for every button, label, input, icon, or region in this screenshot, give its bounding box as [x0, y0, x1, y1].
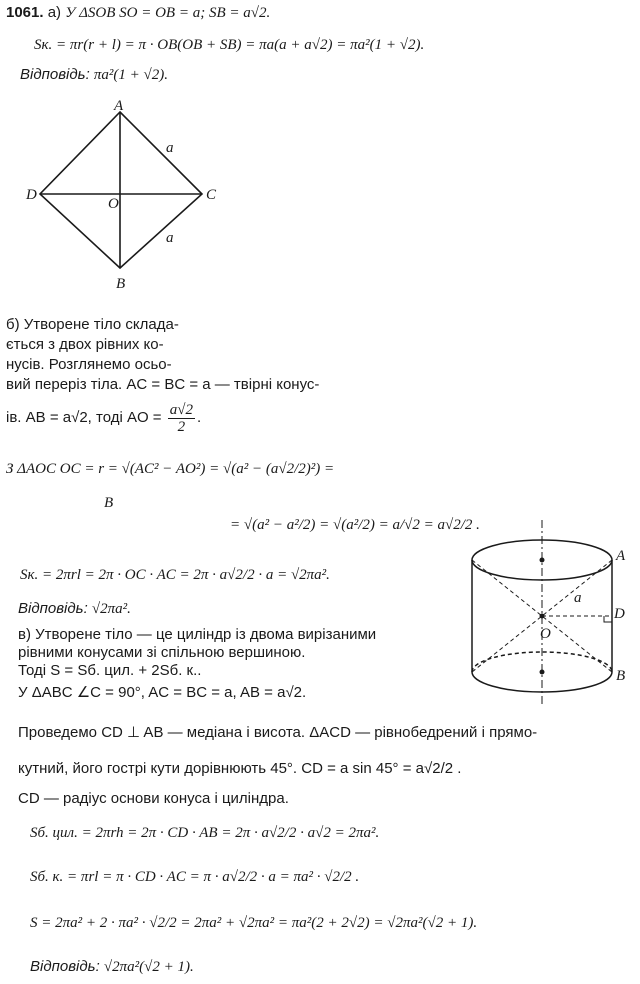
part-c-line3: Тоді S = Sб. цил. + 2Sб. к..: [18, 662, 202, 679]
part-c-line7: CD — радіус основи конуса і циліндра.: [18, 790, 289, 807]
rhombus-diagram: [20, 94, 230, 294]
answer-label: Відповідь:: [30, 958, 100, 975]
part-b-line2: ється з двох рівних ко-: [6, 336, 164, 353]
part-b-line5: ів. AB = a√2, тоді AO = $\frac{a√2}{2}$ .: [6, 401, 202, 435]
label-side-a1: a: [166, 140, 174, 156]
cyl-label-a: A: [616, 548, 626, 564]
part-c-line5: Проведемо CD ⊥ AB — медіана і висота. ΔACD — рівнобедрений і прямо-: [18, 724, 538, 741]
label-side-a2: a: [166, 230, 174, 246]
ao-fraction-den: 2: [177, 418, 186, 435]
cyl-label-a-side: a: [574, 590, 582, 606]
part-b-line5-text: ів. AB = a√2, тоді AO =: [6, 409, 162, 426]
cyl-label-o: O: [540, 626, 551, 642]
label-c: C: [206, 187, 217, 203]
part-b-line6: З ΔAOC OC = r = √(AC² − AO²) = √(a² − (a√2/2)²) =: [6, 461, 335, 477]
part-c-line4: У ΔABC ∠C = 90°, AC = BC = a, AB = a√2.: [18, 684, 307, 701]
part-c-answer: √2πa²(√2 + 1).: [103, 959, 194, 975]
cyl-label-d: D: [614, 606, 625, 622]
bottom-center-point: [540, 670, 545, 675]
part-a-formula: Sк. = πr(r + l) = π · OB(OB + SB) = πa(a + a√2) = πa²(1 + √2).: [34, 37, 425, 53]
rhombus-outline: [40, 112, 202, 268]
part-b-area: Sк. = 2πrl = 2π · OC · AC = 2π · a√2/2 · a = √2πa².: [20, 567, 330, 583]
part-b-stray-b: B: [104, 495, 114, 511]
part-a-label: а): [47, 4, 62, 21]
ao-fraction-num: a√2: [169, 401, 193, 418]
top-center-point: [540, 558, 545, 563]
part-a-given-line: [6, 4, 270, 22]
part-c-line2: рівними конусами зі спільною вершиною.: [18, 644, 306, 661]
part-a-answer-line: [20, 66, 168, 84]
part-b-line7: = √(a² − a²/2) = √(a²/2) = a/√2 = a√2/2 .: [230, 517, 480, 533]
part-b-line4: вий переріз тіла. AC = BC = a — твірні конус-: [6, 376, 320, 393]
part-b-line3: нусів. Розглянемо осьо-: [6, 356, 172, 373]
part-c-answer-line: [30, 958, 194, 976]
answer-label: Відповідь:: [20, 66, 90, 83]
part-c-line8: Sб. цил. = 2πrh = 2π · CD · AB = 2π · a√2/2 · a√2 = 2πa².: [30, 825, 380, 841]
label-o: O: [108, 196, 119, 212]
part-a-answer: πa²(1 + √2).: [93, 67, 169, 83]
label-b: B: [116, 276, 126, 292]
label-a: A: [114, 98, 124, 114]
part-c-line1: в) Утворене тіло — це циліндр із двома вирізаними: [18, 626, 377, 643]
cyl-label-b: B: [616, 668, 626, 684]
part-c-line10: S = 2πa² + 2 · πa² · √2/2 = 2πa² + √2πa² = πa²(2 + 2√2) = √2πa²(√2 + 1).: [30, 915, 478, 931]
problem-number: 1061.: [6, 4, 44, 21]
part-c-line9: Sб. к. = πrl = π · CD · AC = π · a√2/2 · a = πa² · √2/2 .: [30, 869, 360, 885]
cylinder-diagram: [464, 516, 636, 712]
part-c-line6: кутний, його гострі кути дорівнюють 45°. CD = a sin 45° = a√2/2 .: [18, 760, 462, 777]
part-b-line1: б) Утворене тіло склада-: [6, 316, 179, 333]
ao-fraction: [168, 402, 195, 435]
answer-label: Відповідь:: [18, 600, 88, 617]
point-o: [540, 614, 545, 619]
part-a-given: У ΔSOB SO = OB = a; SB = a√2.: [65, 5, 271, 21]
part-b-answer-line: [18, 600, 131, 618]
part-b-answer: √2πa².: [91, 601, 131, 617]
right-angle-mark: [604, 616, 612, 622]
label-d: D: [26, 187, 37, 203]
